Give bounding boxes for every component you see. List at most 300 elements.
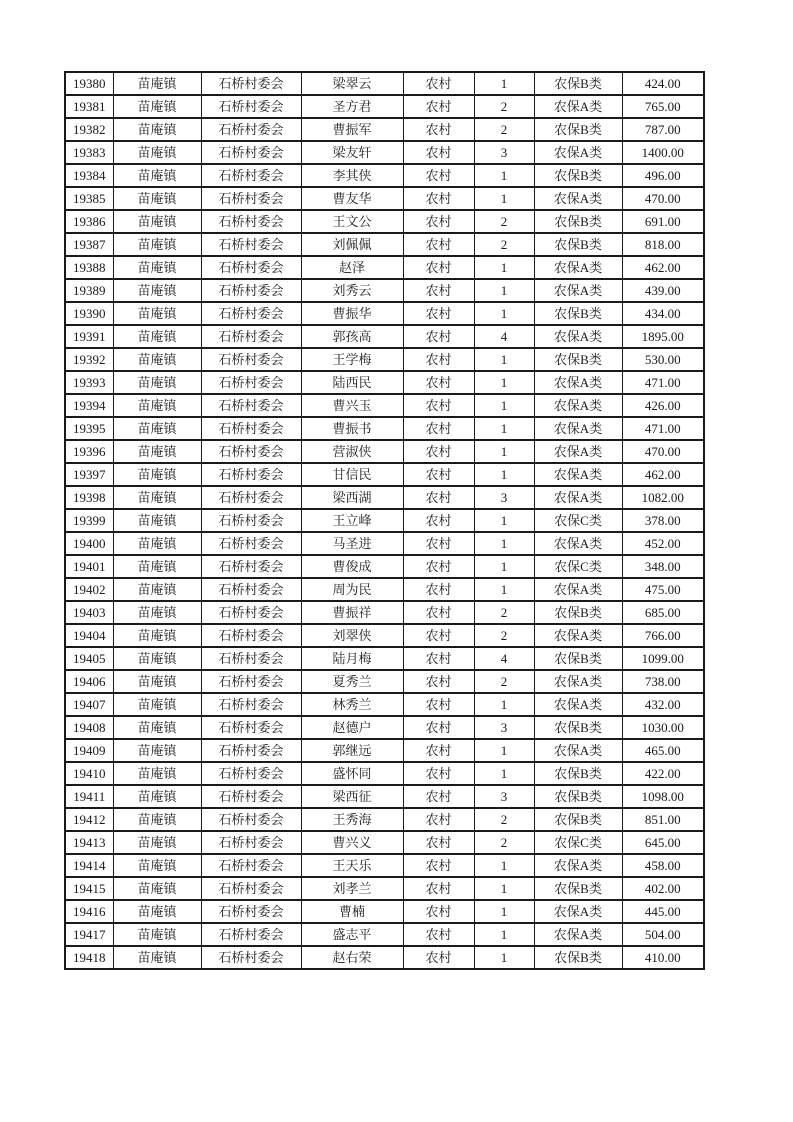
- cell-serial-number: 19404: [65, 624, 113, 647]
- cell-person-count: 2: [474, 670, 534, 693]
- cell-serial-number: 19410: [65, 762, 113, 785]
- cell-town: 苗庵镇: [113, 578, 201, 601]
- table-row: [65, 601, 704, 624]
- cell-serial-number: 19406: [65, 670, 113, 693]
- cell-serial-number: 19401: [65, 555, 113, 578]
- cell-name: 梁西湖: [301, 486, 403, 509]
- table-row: [65, 417, 704, 440]
- table-row: [65, 693, 704, 716]
- cell-name: 陆西民: [301, 371, 403, 394]
- cell-insurance-category: 农保B类: [534, 233, 622, 256]
- cell-village-committee: 石桥村委会: [201, 72, 301, 95]
- cell-household-type: 农村: [403, 532, 474, 555]
- cell-town: 苗庵镇: [113, 141, 201, 164]
- cell-person-count: 1: [474, 900, 534, 923]
- cell-amount: 1098.00: [622, 785, 704, 808]
- cell-village-committee: 石桥村委会: [201, 256, 301, 279]
- table-row: [65, 164, 704, 187]
- cell-household-type: 农村: [403, 187, 474, 210]
- cell-amount: 530.00: [622, 348, 704, 371]
- table-row: [65, 785, 704, 808]
- table-row: [65, 141, 704, 164]
- table-row: [65, 532, 704, 555]
- cell-name: 夏秀兰: [301, 670, 403, 693]
- cell-amount: 424.00: [622, 72, 704, 95]
- cell-insurance-category: 农保A类: [534, 279, 622, 302]
- cell-name: 盛怀同: [301, 762, 403, 785]
- cell-town: 苗庵镇: [113, 647, 201, 670]
- cell-person-count: 1: [474, 187, 534, 210]
- cell-person-count: 1: [474, 463, 534, 486]
- table-row: [65, 210, 704, 233]
- cell-village-committee: 石桥村委会: [201, 578, 301, 601]
- cell-town: 苗庵镇: [113, 624, 201, 647]
- cell-person-count: 2: [474, 233, 534, 256]
- cell-insurance-category: 农保B类: [534, 946, 622, 969]
- cell-person-count: 1: [474, 877, 534, 900]
- table-row: [65, 647, 704, 670]
- cell-person-count: 1: [474, 555, 534, 578]
- cell-household-type: 农村: [403, 762, 474, 785]
- cell-amount: 452.00: [622, 532, 704, 555]
- cell-town: 苗庵镇: [113, 601, 201, 624]
- cell-amount: 348.00: [622, 555, 704, 578]
- cell-serial-number: 19389: [65, 279, 113, 302]
- cell-amount: 685.00: [622, 601, 704, 624]
- table-row: [65, 325, 704, 348]
- cell-town: 苗庵镇: [113, 233, 201, 256]
- cell-insurance-category: 农保A类: [534, 578, 622, 601]
- cell-household-type: 农村: [403, 716, 474, 739]
- cell-town: 苗庵镇: [113, 854, 201, 877]
- cell-insurance-category: 农保B类: [534, 808, 622, 831]
- table-row: [65, 187, 704, 210]
- cell-household-type: 农村: [403, 72, 474, 95]
- cell-village-committee: 石桥村委会: [201, 854, 301, 877]
- cell-amount: 818.00: [622, 233, 704, 256]
- cell-insurance-category: 农保A类: [534, 900, 622, 923]
- cell-name: 曹兴玉: [301, 394, 403, 417]
- cell-person-count: 1: [474, 578, 534, 601]
- cell-serial-number: 19384: [65, 164, 113, 187]
- cell-name: 曹俊成: [301, 555, 403, 578]
- cell-amount: 378.00: [622, 509, 704, 532]
- cell-person-count: 2: [474, 95, 534, 118]
- cell-town: 苗庵镇: [113, 923, 201, 946]
- cell-serial-number: 19398: [65, 486, 113, 509]
- cell-name: 盛志平: [301, 923, 403, 946]
- cell-village-committee: 石桥村委会: [201, 164, 301, 187]
- cell-town: 苗庵镇: [113, 785, 201, 808]
- cell-name: 梁翠云: [301, 72, 403, 95]
- table-row: [65, 739, 704, 762]
- cell-town: 苗庵镇: [113, 302, 201, 325]
- cell-amount: 422.00: [622, 762, 704, 785]
- table-row: [65, 716, 704, 739]
- table-row: [65, 808, 704, 831]
- cell-household-type: 农村: [403, 394, 474, 417]
- table-row: [65, 877, 704, 900]
- cell-person-count: 2: [474, 601, 534, 624]
- cell-person-count: 1: [474, 440, 534, 463]
- table-row: [65, 256, 704, 279]
- cell-serial-number: 19390: [65, 302, 113, 325]
- cell-amount: 471.00: [622, 371, 704, 394]
- cell-town: 苗庵镇: [113, 877, 201, 900]
- cell-name: 马圣进: [301, 532, 403, 555]
- cell-village-committee: 石桥村委会: [201, 785, 301, 808]
- cell-amount: 1895.00: [622, 325, 704, 348]
- cell-village-committee: 石桥村委会: [201, 440, 301, 463]
- cell-insurance-category: 农保C类: [534, 509, 622, 532]
- cell-town: 苗庵镇: [113, 371, 201, 394]
- cell-person-count: 1: [474, 371, 534, 394]
- cell-village-committee: 石桥村委会: [201, 762, 301, 785]
- cell-person-count: 1: [474, 762, 534, 785]
- cell-insurance-category: 农保A类: [534, 325, 622, 348]
- table-row: [65, 762, 704, 785]
- cell-town: 苗庵镇: [113, 555, 201, 578]
- cell-name: 王天乐: [301, 854, 403, 877]
- cell-serial-number: 19382: [65, 118, 113, 141]
- cell-village-committee: 石桥村委会: [201, 187, 301, 210]
- cell-name: 刘佩佩: [301, 233, 403, 256]
- cell-household-type: 农村: [403, 256, 474, 279]
- cell-household-type: 农村: [403, 739, 474, 762]
- cell-household-type: 农村: [403, 670, 474, 693]
- cell-amount: 1400.00: [622, 141, 704, 164]
- table-row: [65, 509, 704, 532]
- cell-insurance-category: 农保C类: [534, 831, 622, 854]
- cell-amount: 1030.00: [622, 716, 704, 739]
- cell-town: 苗庵镇: [113, 670, 201, 693]
- cell-person-count: 4: [474, 325, 534, 348]
- cell-person-count: 1: [474, 417, 534, 440]
- cell-household-type: 农村: [403, 831, 474, 854]
- cell-insurance-category: 农保B类: [534, 348, 622, 371]
- cell-serial-number: 19408: [65, 716, 113, 739]
- cell-town: 苗庵镇: [113, 417, 201, 440]
- cell-town: 苗庵镇: [113, 716, 201, 739]
- cell-person-count: 3: [474, 716, 534, 739]
- cell-amount: 402.00: [622, 877, 704, 900]
- cell-village-committee: 石桥村委会: [201, 877, 301, 900]
- cell-person-count: 3: [474, 141, 534, 164]
- cell-name: 曹振华: [301, 302, 403, 325]
- cell-household-type: 农村: [403, 923, 474, 946]
- cell-village-committee: 石桥村委会: [201, 118, 301, 141]
- cell-name: 周为民: [301, 578, 403, 601]
- cell-town: 苗庵镇: [113, 72, 201, 95]
- table-row: [65, 233, 704, 256]
- cell-village-committee: 石桥村委会: [201, 716, 301, 739]
- cell-amount: 458.00: [622, 854, 704, 877]
- cell-village-committee: 石桥村委会: [201, 900, 301, 923]
- cell-serial-number: 19411: [65, 785, 113, 808]
- cell-insurance-category: 农保A类: [534, 670, 622, 693]
- cell-household-type: 农村: [403, 118, 474, 141]
- cell-household-type: 农村: [403, 785, 474, 808]
- cell-amount: 465.00: [622, 739, 704, 762]
- cell-name: 曹振书: [301, 417, 403, 440]
- cell-amount: 475.00: [622, 578, 704, 601]
- table-row: [65, 831, 704, 854]
- cell-serial-number: 19413: [65, 831, 113, 854]
- cell-serial-number: 19391: [65, 325, 113, 348]
- cell-town: 苗庵镇: [113, 325, 201, 348]
- cell-village-committee: 石桥村委会: [201, 808, 301, 831]
- cell-person-count: 3: [474, 785, 534, 808]
- cell-person-count: 1: [474, 302, 534, 325]
- cell-village-committee: 石桥村委会: [201, 233, 301, 256]
- table-row: [65, 95, 704, 118]
- cell-household-type: 农村: [403, 210, 474, 233]
- cell-serial-number: 19394: [65, 394, 113, 417]
- cell-person-count: 1: [474, 394, 534, 417]
- cell-serial-number: 19395: [65, 417, 113, 440]
- cell-village-committee: 石桥村委会: [201, 486, 301, 509]
- cell-village-committee: 石桥村委会: [201, 348, 301, 371]
- cell-insurance-category: 农保A类: [534, 440, 622, 463]
- cell-village-committee: 石桥村委会: [201, 670, 301, 693]
- cell-name: 赵德户: [301, 716, 403, 739]
- cell-name: 王学梅: [301, 348, 403, 371]
- cell-town: 苗庵镇: [113, 440, 201, 463]
- table-row: [65, 440, 704, 463]
- cell-amount: 765.00: [622, 95, 704, 118]
- cell-insurance-category: 农保B类: [534, 716, 622, 739]
- cell-town: 苗庵镇: [113, 831, 201, 854]
- table-row: [65, 555, 704, 578]
- cell-household-type: 农村: [403, 440, 474, 463]
- cell-amount: 439.00: [622, 279, 704, 302]
- cell-town: 苗庵镇: [113, 486, 201, 509]
- cell-serial-number: 19396: [65, 440, 113, 463]
- cell-name: 李其侠: [301, 164, 403, 187]
- cell-village-committee: 石桥村委会: [201, 946, 301, 969]
- cell-insurance-category: 农保A类: [534, 923, 622, 946]
- cell-household-type: 农村: [403, 302, 474, 325]
- cell-village-committee: 石桥村委会: [201, 601, 301, 624]
- cell-insurance-category: 农保B类: [534, 785, 622, 808]
- cell-town: 苗庵镇: [113, 348, 201, 371]
- cell-name: 曹振军: [301, 118, 403, 141]
- cell-person-count: 2: [474, 808, 534, 831]
- cell-person-count: 1: [474, 164, 534, 187]
- cell-insurance-category: 农保C类: [534, 555, 622, 578]
- cell-household-type: 农村: [403, 624, 474, 647]
- table-row: [65, 302, 704, 325]
- cell-household-type: 农村: [403, 877, 474, 900]
- cell-name: 郭继远: [301, 739, 403, 762]
- cell-insurance-category: 农保B类: [534, 762, 622, 785]
- cell-village-committee: 石桥村委会: [201, 417, 301, 440]
- cell-village-committee: 石桥村委会: [201, 693, 301, 716]
- cell-insurance-category: 农保A类: [534, 739, 622, 762]
- cell-amount: 410.00: [622, 946, 704, 969]
- cell-amount: 691.00: [622, 210, 704, 233]
- cell-household-type: 农村: [403, 371, 474, 394]
- cell-person-count: 1: [474, 854, 534, 877]
- cell-person-count: 2: [474, 210, 534, 233]
- table-row: [65, 279, 704, 302]
- cell-household-type: 农村: [403, 900, 474, 923]
- cell-name: 王立峰: [301, 509, 403, 532]
- cell-town: 苗庵镇: [113, 394, 201, 417]
- cell-name: 郭孩高: [301, 325, 403, 348]
- cell-serial-number: 19418: [65, 946, 113, 969]
- cell-serial-number: 19400: [65, 532, 113, 555]
- cell-town: 苗庵镇: [113, 946, 201, 969]
- pension-roster-table: [64, 71, 705, 970]
- cell-serial-number: 19412: [65, 808, 113, 831]
- table-body: [65, 72, 704, 969]
- table-row: [65, 348, 704, 371]
- cell-person-count: 1: [474, 946, 534, 969]
- cell-village-committee: 石桥村委会: [201, 302, 301, 325]
- cell-amount: 1082.00: [622, 486, 704, 509]
- cell-town: 苗庵镇: [113, 739, 201, 762]
- cell-amount: 496.00: [622, 164, 704, 187]
- cell-person-count: 3: [474, 486, 534, 509]
- cell-serial-number: 19381: [65, 95, 113, 118]
- cell-village-committee: 石桥村委会: [201, 923, 301, 946]
- cell-household-type: 农村: [403, 95, 474, 118]
- cell-person-count: 2: [474, 831, 534, 854]
- cell-village-committee: 石桥村委会: [201, 647, 301, 670]
- cell-serial-number: 19388: [65, 256, 113, 279]
- cell-amount: 470.00: [622, 187, 704, 210]
- table-row: [65, 463, 704, 486]
- cell-village-committee: 石桥村委会: [201, 463, 301, 486]
- cell-name: 赵右荣: [301, 946, 403, 969]
- cell-amount: 432.00: [622, 693, 704, 716]
- cell-insurance-category: 农保B类: [534, 877, 622, 900]
- cell-serial-number: 19405: [65, 647, 113, 670]
- cell-village-committee: 石桥村委会: [201, 371, 301, 394]
- cell-serial-number: 19414: [65, 854, 113, 877]
- cell-household-type: 农村: [403, 946, 474, 969]
- cell-insurance-category: 农保A类: [534, 417, 622, 440]
- cell-village-committee: 石桥村委会: [201, 141, 301, 164]
- cell-name: 曹兴义: [301, 831, 403, 854]
- table-row: [65, 854, 704, 877]
- cell-amount: 766.00: [622, 624, 704, 647]
- cell-person-count: 2: [474, 624, 534, 647]
- cell-insurance-category: 农保A类: [534, 486, 622, 509]
- cell-amount: 470.00: [622, 440, 704, 463]
- cell-insurance-category: 农保B类: [534, 302, 622, 325]
- cell-town: 苗庵镇: [113, 693, 201, 716]
- cell-household-type: 农村: [403, 647, 474, 670]
- cell-town: 苗庵镇: [113, 164, 201, 187]
- cell-person-count: 1: [474, 693, 534, 716]
- cell-insurance-category: 农保B类: [534, 647, 622, 670]
- cell-household-type: 农村: [403, 693, 474, 716]
- cell-name: 刘孝兰: [301, 877, 403, 900]
- cell-household-type: 农村: [403, 325, 474, 348]
- cell-amount: 645.00: [622, 831, 704, 854]
- cell-village-committee: 石桥村委会: [201, 394, 301, 417]
- cell-person-count: 4: [474, 647, 534, 670]
- cell-household-type: 农村: [403, 141, 474, 164]
- cell-amount: 462.00: [622, 463, 704, 486]
- cell-serial-number: 19402: [65, 578, 113, 601]
- cell-amount: 445.00: [622, 900, 704, 923]
- cell-amount: 1099.00: [622, 647, 704, 670]
- cell-village-committee: 石桥村委会: [201, 555, 301, 578]
- cell-insurance-category: 农保A类: [534, 141, 622, 164]
- cell-town: 苗庵镇: [113, 256, 201, 279]
- cell-insurance-category: 农保B类: [534, 72, 622, 95]
- cell-amount: 471.00: [622, 417, 704, 440]
- cell-insurance-category: 农保A类: [534, 394, 622, 417]
- cell-town: 苗庵镇: [113, 210, 201, 233]
- cell-person-count: 2: [474, 118, 534, 141]
- cell-town: 苗庵镇: [113, 279, 201, 302]
- cell-village-committee: 石桥村委会: [201, 279, 301, 302]
- cell-name: 林秀兰: [301, 693, 403, 716]
- cell-town: 苗庵镇: [113, 900, 201, 923]
- cell-name: 曹友华: [301, 187, 403, 210]
- cell-serial-number: 19393: [65, 371, 113, 394]
- cell-town: 苗庵镇: [113, 118, 201, 141]
- cell-town: 苗庵镇: [113, 509, 201, 532]
- cell-serial-number: 19392: [65, 348, 113, 371]
- cell-insurance-category: 农保A类: [534, 532, 622, 555]
- cell-household-type: 农村: [403, 509, 474, 532]
- table-row: [65, 72, 704, 95]
- cell-insurance-category: 农保B类: [534, 118, 622, 141]
- cell-serial-number: 19380: [65, 72, 113, 95]
- cell-town: 苗庵镇: [113, 187, 201, 210]
- cell-person-count: 1: [474, 532, 534, 555]
- cell-person-count: 1: [474, 72, 534, 95]
- cell-name: 梁友轩: [301, 141, 403, 164]
- cell-village-committee: 石桥村委会: [201, 624, 301, 647]
- cell-serial-number: 19417: [65, 923, 113, 946]
- cell-amount: 426.00: [622, 394, 704, 417]
- cell-insurance-category: 农保A类: [534, 95, 622, 118]
- cell-serial-number: 19407: [65, 693, 113, 716]
- cell-insurance-category: 农保A类: [534, 854, 622, 877]
- cell-insurance-category: 农保A类: [534, 463, 622, 486]
- cell-household-type: 农村: [403, 233, 474, 256]
- cell-town: 苗庵镇: [113, 762, 201, 785]
- cell-serial-number: 19409: [65, 739, 113, 762]
- cell-serial-number: 19416: [65, 900, 113, 923]
- table-row: [65, 118, 704, 141]
- cell-name: 梁西征: [301, 785, 403, 808]
- cell-person-count: 1: [474, 256, 534, 279]
- cell-town: 苗庵镇: [113, 532, 201, 555]
- cell-name: 刘翠侠: [301, 624, 403, 647]
- cell-serial-number: 19415: [65, 877, 113, 900]
- cell-name: 曹振祥: [301, 601, 403, 624]
- cell-serial-number: 19383: [65, 141, 113, 164]
- table-row: [65, 486, 704, 509]
- cell-serial-number: 19403: [65, 601, 113, 624]
- cell-person-count: 1: [474, 279, 534, 302]
- table-row: [65, 923, 704, 946]
- cell-household-type: 农村: [403, 578, 474, 601]
- cell-town: 苗庵镇: [113, 463, 201, 486]
- cell-household-type: 农村: [403, 164, 474, 187]
- table-row: [65, 394, 704, 417]
- cell-name: 甘信民: [301, 463, 403, 486]
- cell-village-committee: 石桥村委会: [201, 95, 301, 118]
- cell-amount: 851.00: [622, 808, 704, 831]
